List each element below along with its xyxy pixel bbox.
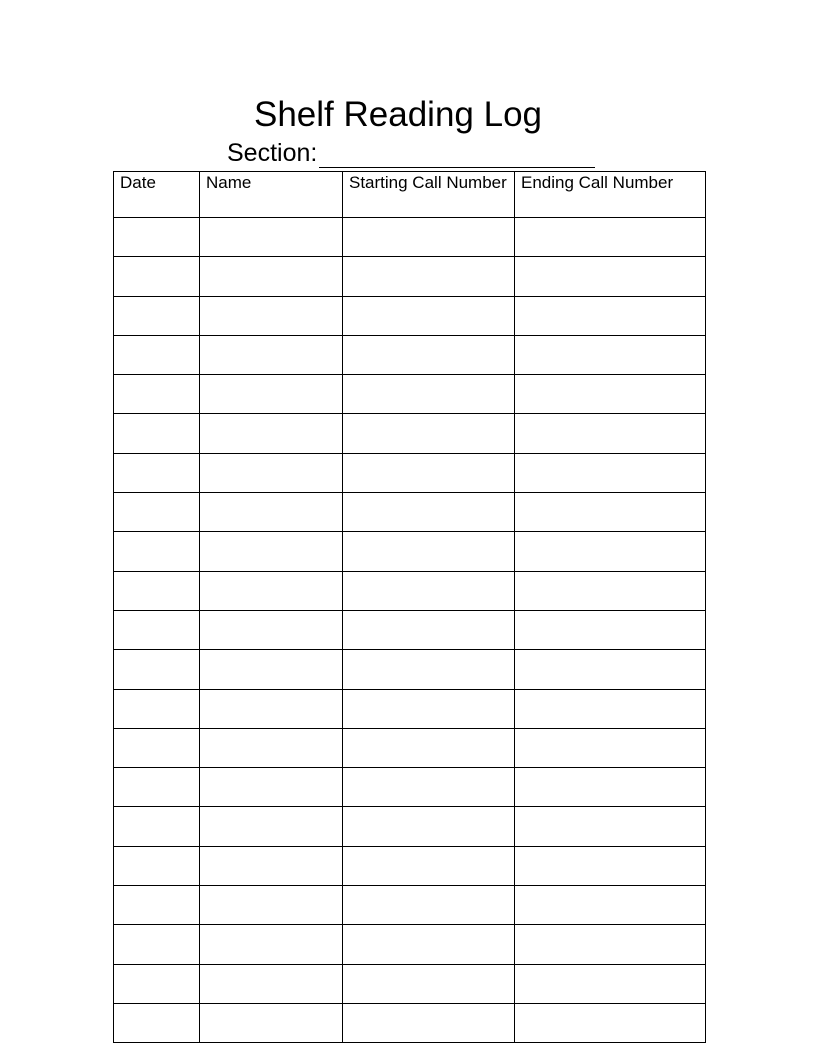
table-row	[114, 925, 706, 964]
name-cell[interactable]	[200, 257, 343, 296]
section-label: Section:	[227, 139, 318, 167]
ending-call-number-cell[interactable]	[515, 925, 706, 964]
table-row	[114, 886, 706, 925]
header-name: Name	[200, 172, 343, 218]
table-row	[114, 846, 706, 885]
date-cell[interactable]	[114, 257, 200, 296]
name-cell[interactable]	[200, 610, 343, 649]
table-row	[114, 453, 706, 492]
starting-call-number-cell[interactable]	[343, 846, 515, 885]
date-cell[interactable]	[114, 768, 200, 807]
name-cell[interactable]	[200, 453, 343, 492]
ending-call-number-cell[interactable]	[515, 375, 706, 414]
header-date: Date	[114, 172, 200, 218]
table-row	[114, 296, 706, 335]
starting-call-number-cell[interactable]	[343, 493, 515, 532]
name-cell[interactable]	[200, 807, 343, 846]
ending-call-number-cell[interactable]	[515, 296, 706, 335]
starting-call-number-cell[interactable]	[343, 964, 515, 1003]
date-cell[interactable]	[114, 571, 200, 610]
ending-call-number-cell[interactable]	[515, 571, 706, 610]
starting-call-number-cell[interactable]	[343, 925, 515, 964]
ending-call-number-cell[interactable]	[515, 807, 706, 846]
section-blank-line[interactable]	[319, 141, 595, 168]
ending-call-number-cell[interactable]	[515, 218, 706, 257]
starting-call-number-cell[interactable]	[343, 453, 515, 492]
ending-call-number-cell[interactable]	[515, 453, 706, 492]
page-title: Shelf Reading Log	[254, 95, 542, 134]
ending-call-number-cell[interactable]	[515, 846, 706, 885]
date-cell[interactable]	[114, 1003, 200, 1042]
ending-call-number-cell[interactable]	[515, 689, 706, 728]
table-row	[114, 375, 706, 414]
ending-call-number-cell[interactable]	[515, 728, 706, 767]
starting-call-number-cell[interactable]	[343, 218, 515, 257]
name-cell[interactable]	[200, 375, 343, 414]
starting-call-number-cell[interactable]	[343, 768, 515, 807]
date-cell[interactable]	[114, 807, 200, 846]
table-row	[114, 689, 706, 728]
name-cell[interactable]	[200, 296, 343, 335]
starting-call-number-cell[interactable]	[343, 414, 515, 453]
date-cell[interactable]	[114, 728, 200, 767]
date-cell[interactable]	[114, 610, 200, 649]
name-cell[interactable]	[200, 689, 343, 728]
section-field	[227, 138, 595, 168]
name-cell[interactable]	[200, 728, 343, 767]
starting-call-number-cell[interactable]	[343, 728, 515, 767]
table-row	[114, 610, 706, 649]
ending-call-number-cell[interactable]	[515, 257, 706, 296]
table-row	[114, 964, 706, 1003]
name-cell[interactable]	[200, 532, 343, 571]
ending-call-number-cell[interactable]	[515, 886, 706, 925]
table-row	[114, 257, 706, 296]
starting-call-number-cell[interactable]	[343, 257, 515, 296]
name-cell[interactable]	[200, 335, 343, 374]
name-cell[interactable]	[200, 768, 343, 807]
name-cell[interactable]	[200, 414, 343, 453]
date-cell[interactable]	[114, 925, 200, 964]
date-cell[interactable]	[114, 532, 200, 571]
starting-call-number-cell[interactable]	[343, 296, 515, 335]
table-row	[114, 571, 706, 610]
date-cell[interactable]	[114, 650, 200, 689]
table-row	[114, 1003, 706, 1042]
table-row	[114, 335, 706, 374]
ending-call-number-cell[interactable]	[515, 335, 706, 374]
date-cell[interactable]	[114, 218, 200, 257]
starting-call-number-cell[interactable]	[343, 375, 515, 414]
name-cell[interactable]	[200, 1003, 343, 1042]
ending-call-number-cell[interactable]	[515, 414, 706, 453]
shelf-reading-log-table	[113, 171, 706, 1043]
date-cell[interactable]	[114, 414, 200, 453]
starting-call-number-cell[interactable]	[343, 886, 515, 925]
starting-call-number-cell[interactable]	[343, 650, 515, 689]
starting-call-number-cell[interactable]	[343, 689, 515, 728]
date-cell[interactable]	[114, 335, 200, 374]
ending-call-number-cell[interactable]	[515, 768, 706, 807]
ending-call-number-cell[interactable]	[515, 964, 706, 1003]
table-row	[114, 807, 706, 846]
starting-call-number-cell[interactable]	[343, 610, 515, 649]
starting-call-number-cell[interactable]	[343, 1003, 515, 1042]
ending-call-number-cell[interactable]	[515, 493, 706, 532]
date-cell[interactable]	[114, 375, 200, 414]
ending-call-number-cell[interactable]	[515, 610, 706, 649]
header-ending-call-number: Ending Call Number	[515, 172, 706, 218]
starting-call-number-cell[interactable]	[343, 571, 515, 610]
table-row	[114, 414, 706, 453]
name-cell[interactable]	[200, 650, 343, 689]
table-row	[114, 768, 706, 807]
name-cell[interactable]	[200, 886, 343, 925]
starting-call-number-cell[interactable]	[343, 807, 515, 846]
date-cell[interactable]	[114, 453, 200, 492]
name-cell[interactable]	[200, 846, 343, 885]
name-cell[interactable]	[200, 218, 343, 257]
ending-call-number-cell[interactable]	[515, 532, 706, 571]
name-cell[interactable]	[200, 571, 343, 610]
table-row	[114, 532, 706, 571]
name-cell[interactable]	[200, 964, 343, 1003]
header-starting-call-number: Starting Call Number	[343, 172, 515, 218]
date-cell[interactable]	[114, 964, 200, 1003]
table-row	[114, 493, 706, 532]
date-cell[interactable]	[114, 886, 200, 925]
table-header-row	[114, 172, 706, 218]
table-row	[114, 218, 706, 257]
name-cell[interactable]	[200, 925, 343, 964]
starting-call-number-cell[interactable]	[343, 532, 515, 571]
name-cell[interactable]	[200, 493, 343, 532]
table-row	[114, 650, 706, 689]
starting-call-number-cell[interactable]	[343, 335, 515, 374]
date-cell[interactable]	[114, 296, 200, 335]
ending-call-number-cell[interactable]	[515, 650, 706, 689]
date-cell[interactable]	[114, 493, 200, 532]
table-body	[114, 218, 706, 1043]
table-row	[114, 728, 706, 767]
date-cell[interactable]	[114, 689, 200, 728]
date-cell[interactable]	[114, 846, 200, 885]
ending-call-number-cell[interactable]	[515, 1003, 706, 1042]
